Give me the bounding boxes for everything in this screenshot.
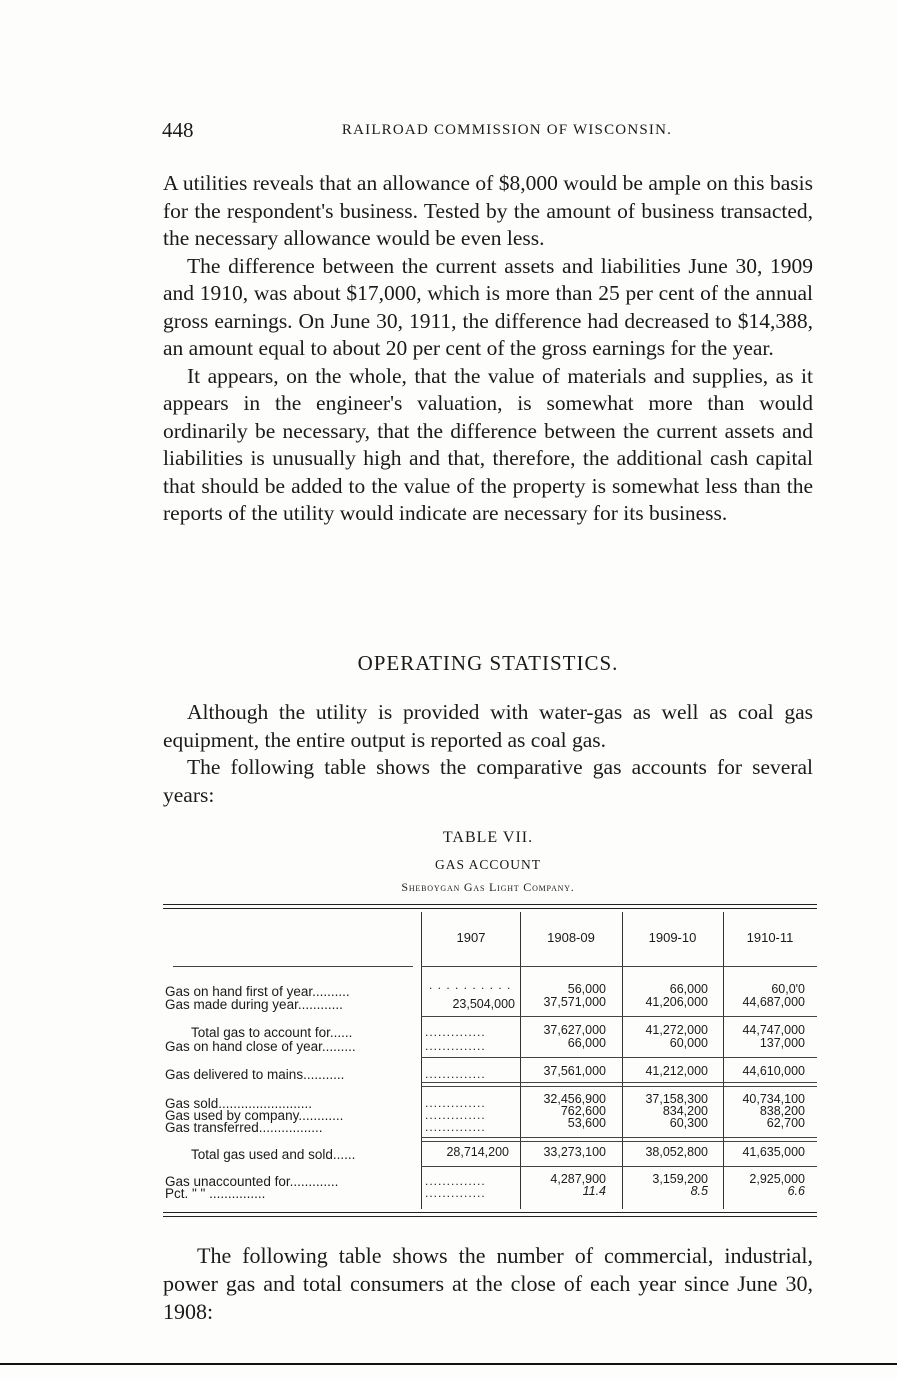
cell: 56,000 bbox=[567, 982, 606, 996]
column-divider bbox=[421, 912, 422, 1209]
cell: 6.6 bbox=[787, 1184, 805, 1198]
cell: 38,052,800 bbox=[645, 1145, 708, 1159]
empty-cell-dots: .............. bbox=[425, 1025, 486, 1039]
row-label: Total gas to account for...... bbox=[191, 1025, 353, 1040]
empty-cell-dots: .............. bbox=[425, 1096, 486, 1110]
cell: 66,000 bbox=[567, 1036, 606, 1050]
table-top-rule bbox=[163, 904, 817, 905]
cell: 41,212,000 bbox=[645, 1064, 708, 1078]
cell: 32,456,900 bbox=[543, 1092, 606, 1106]
paragraph: The following table shows the number of commercial, industrial, power gas and total consumers at the close of each year since June 30, 1908: bbox=[163, 1243, 813, 1324]
column-header: 1910-11 bbox=[746, 930, 794, 945]
cell: 834,200 bbox=[662, 1104, 708, 1118]
empty-cell-dots: .............. bbox=[425, 1186, 486, 1200]
subtotal-rule bbox=[421, 1166, 817, 1167]
cell: 37,561,000 bbox=[543, 1064, 606, 1078]
row-label: Gas on hand first of year.......... bbox=[165, 984, 350, 999]
cell: 60,000 bbox=[669, 1036, 708, 1050]
row-label: Gas unaccounted for............. bbox=[165, 1174, 339, 1189]
paragraph: Although the utility is provided with water-gas as well as coal gas equipment, the entire output is reported as coal gas. bbox=[163, 700, 813, 752]
header-rule bbox=[173, 966, 413, 967]
row-label: Gas made during year............ bbox=[165, 997, 343, 1012]
cell: 41,272,000 bbox=[645, 1023, 708, 1037]
table-bottom-rule bbox=[163, 1216, 817, 1217]
empty-cell-dots: .............. bbox=[425, 1039, 486, 1053]
empty-cell-dots: . . . . . . . . . . bbox=[429, 978, 511, 992]
table-bottom-rule bbox=[163, 1212, 817, 1213]
table-title: TABLE VII. bbox=[442, 829, 534, 846]
column-divider bbox=[723, 912, 724, 1209]
page-bottom-border bbox=[0, 1363, 897, 1365]
cell: 60,300 bbox=[669, 1116, 708, 1130]
cell: 53,600 bbox=[567, 1116, 606, 1130]
gas-account-table bbox=[163, 904, 817, 1224]
table-company: Sheboygan Gas Light Company. bbox=[401, 880, 575, 894]
row-label: Gas on hand close of year......... bbox=[165, 1039, 356, 1054]
cell: 37,627,000 bbox=[543, 1023, 606, 1037]
column-divider bbox=[520, 912, 521, 1209]
page-number: 448 bbox=[162, 118, 194, 142]
subtotal-rule bbox=[421, 1137, 817, 1138]
subtotal-rule bbox=[421, 1086, 817, 1087]
column-header: 1908-09 bbox=[547, 930, 595, 945]
subtotal-rule bbox=[421, 1082, 817, 1083]
paragraph: The difference between the current assets and liabilities June 30, 1909 and 1910, was about $17,000, which is more than 25 per cent of the annual gross earnings. On June 30, 1911, the difference had decreased to $14,388, an amount equal to about 20 per cent of the gross earnings for the year. bbox=[163, 253, 813, 360]
cell: 44,610,000 bbox=[742, 1064, 805, 1078]
cell: 23,504,000 bbox=[452, 997, 515, 1011]
section-heading: OPERATING STATISTICS. bbox=[357, 651, 619, 675]
column-header: 1909-10 bbox=[648, 930, 697, 945]
paragraph: The following table shows the comparative gas accounts for several years: bbox=[163, 755, 813, 807]
cell: 33,273,100 bbox=[543, 1145, 606, 1159]
running-title: RAILROAD COMMISSION OF WISCONSIN. bbox=[341, 122, 673, 138]
cell: 28,714,200 bbox=[446, 1145, 509, 1159]
column-divider bbox=[622, 912, 623, 1209]
row-label: Gas transferred................. bbox=[165, 1120, 323, 1135]
body-text-middle bbox=[163, 699, 813, 809]
header-rule bbox=[421, 966, 817, 967]
cell: 838,200 bbox=[759, 1104, 805, 1118]
paragraph: A utilities reveals that an allowance of $8,000 would be ample on this basis for the respondent's business. Tested by the amount of business transacted, the necessary allowance would be even less. bbox=[163, 171, 813, 250]
subtotal-rule bbox=[421, 1141, 817, 1142]
cell: 66,000 bbox=[669, 982, 708, 996]
cell: 11.4 bbox=[582, 1184, 606, 1198]
row-label: Gas delivered to mains........... bbox=[165, 1067, 345, 1082]
cell: 37,571,000 bbox=[543, 995, 606, 1009]
body-text-bottom bbox=[163, 1242, 813, 1326]
subtotal-rule bbox=[421, 1057, 817, 1058]
row-label: Pct. " " ............... bbox=[165, 1186, 266, 1201]
cell: 2,925,000 bbox=[749, 1172, 805, 1186]
page-header bbox=[162, 118, 812, 148]
cell: 60,0'0 bbox=[771, 982, 805, 996]
row-label: Gas sold......................... bbox=[165, 1096, 313, 1111]
empty-cell-dots: .............. bbox=[425, 1174, 486, 1188]
cell: 62,700 bbox=[766, 1116, 805, 1130]
row-label: Total gas used and sold...... bbox=[191, 1147, 356, 1162]
cell: 40,734,100 bbox=[742, 1092, 805, 1106]
empty-cell-dots: .............. bbox=[425, 1108, 486, 1122]
empty-cell-dots: .............. bbox=[425, 1120, 486, 1134]
cell: 37,158,300 bbox=[645, 1092, 708, 1106]
body-text-top bbox=[163, 170, 813, 528]
cell: 44,687,000 bbox=[742, 995, 805, 1009]
table-subtitle: GAS ACCOUNT bbox=[435, 857, 541, 872]
paragraph: It appears, on the whole, that the value of materials and supplies, as it appears in the engineer's valuation, is somewhat more than would ordinarily be necessary, that the difference between the current assets and liabilities is unusually high and that, therefore, the additional cash capital that should be added to the value of the property is somewhat less than the reports of the utility would indicate are necessary for its business. bbox=[163, 363, 813, 525]
subtotal-rule bbox=[421, 1016, 817, 1017]
column-header: 1907 bbox=[456, 930, 486, 945]
cell: 4,287,900 bbox=[550, 1172, 606, 1186]
row-label: Gas used by company............ bbox=[165, 1108, 344, 1123]
cell: 41,206,000 bbox=[645, 995, 708, 1009]
cell: 762,600 bbox=[560, 1104, 606, 1118]
table-top-rule bbox=[163, 908, 817, 909]
cell: 8.5 bbox=[690, 1184, 708, 1198]
cell: 44,747,000 bbox=[742, 1023, 805, 1037]
cell: 3,159,200 bbox=[652, 1172, 708, 1186]
cell: 41,635,000 bbox=[742, 1145, 805, 1159]
empty-cell-dots: .............. bbox=[425, 1067, 486, 1081]
cell: 137,000 bbox=[759, 1036, 805, 1050]
